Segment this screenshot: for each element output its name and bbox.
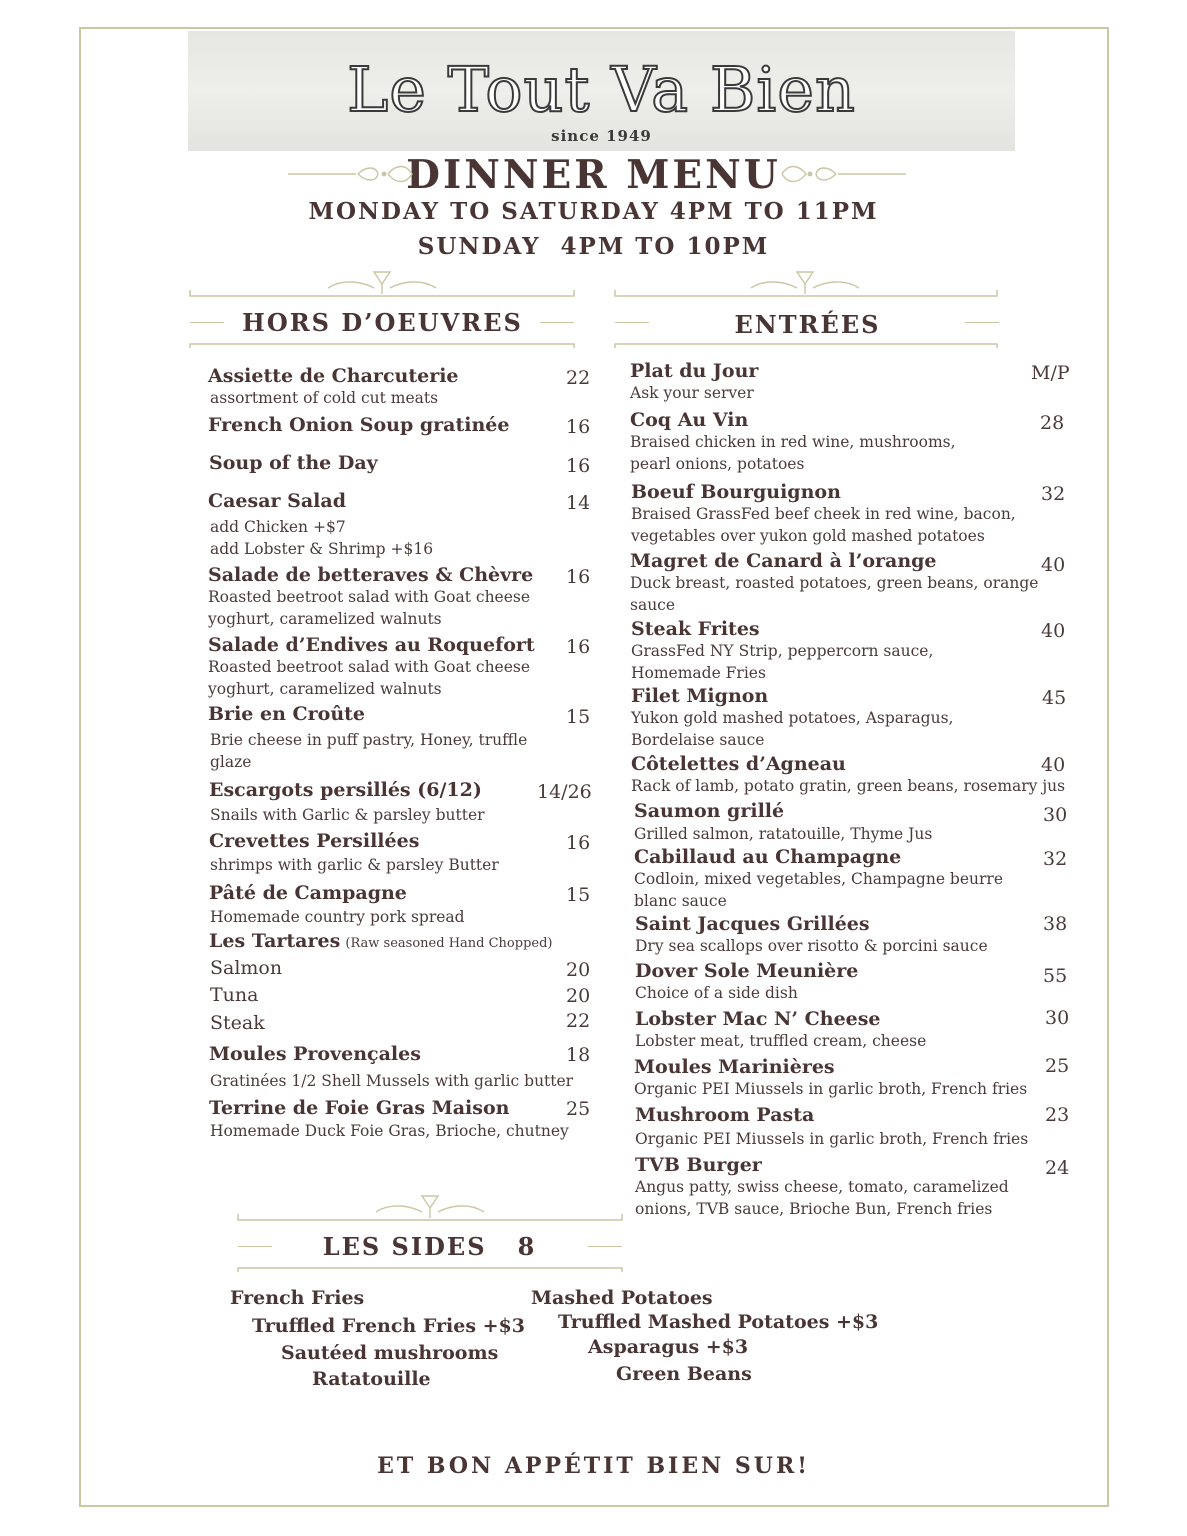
entrees-bottom-ornament-icon (613, 340, 999, 354)
item-desc: Homemade Duck Foie Gras, Brioche, chutney (210, 1122, 569, 1140)
item-price: 16 (566, 566, 591, 588)
side-item: Truffled French Fries +$3 (252, 1315, 525, 1337)
item-name: Caesar Salad (208, 490, 347, 512)
item-name: Plat du Jour (630, 360, 759, 382)
item-name: Assiette de Charcuterie (208, 365, 459, 387)
item-price: 32 (1041, 483, 1066, 505)
menu-item (631, 753, 1065, 797)
hors-top-ornament-icon (188, 268, 576, 302)
item-desc: Braised chicken in red wine, mushrooms, (630, 433, 956, 451)
sides-top-ornament-icon (236, 1192, 624, 1226)
side-item: Mashed Potatoes (531, 1287, 713, 1309)
hours-weekday: MONDAY TO SATURDAY 4PM TO 11PM (308, 198, 879, 225)
menu-item (631, 685, 953, 751)
item-price: 40 (1041, 620, 1066, 642)
item-desc: Brie cheese in puff pastry, Honey, truffle (210, 731, 528, 749)
menu-item (630, 409, 956, 475)
side-item: Green Beans (616, 1363, 752, 1385)
item-name: Côtelettes d’Agneau (631, 753, 846, 775)
item-price: 25 (566, 1098, 591, 1120)
menu-item (208, 365, 459, 409)
item-name: Terrine de Foie Gras Maison (209, 1097, 510, 1119)
item-name: Lobster Mac N’ Cheese (635, 1008, 881, 1030)
item-desc: GrassFed NY Strip, peppercorn sauce, (631, 642, 934, 660)
menu-item (209, 1043, 573, 1092)
item-price: 22 (566, 367, 591, 389)
menu-item (208, 634, 535, 700)
menu-item (208, 490, 433, 560)
item-name: Saumon grillé (634, 800, 785, 822)
item-desc: glaze (210, 753, 252, 771)
menu-item (209, 1097, 569, 1142)
item-price: 30 (1043, 804, 1068, 826)
item-desc: assortment of cold cut meats (210, 389, 439, 407)
menu-item (631, 618, 933, 684)
side-item: Sautéed mushrooms (281, 1342, 499, 1364)
menu-item (209, 882, 465, 928)
item-price: 15 (566, 884, 591, 906)
hors-bottom-ornament-icon (188, 340, 576, 354)
item-name: Pâté de Campagne (209, 882, 407, 904)
item-desc: yoghurt, caramelized walnuts (208, 680, 442, 698)
side-item: French Fries (230, 1287, 365, 1309)
menu-item (635, 1104, 1028, 1150)
item-price: 20 (566, 959, 591, 981)
item-name: Cabillaud au Champagne (634, 846, 902, 868)
item-name: Salade de betteraves & Chèvre (208, 564, 534, 586)
title-flourish-left-icon (288, 162, 418, 186)
item-desc: Rack of lamb, potato gratin, green beans, rosemary jus (631, 777, 1066, 795)
item-price: 24 (1045, 1157, 1070, 1179)
hours-sunday: SUNDAY 4PM TO 10PM (417, 233, 770, 260)
tartares-heading (209, 930, 552, 955)
item-name: Boeuf Bourguignon (631, 481, 841, 503)
menu-item (208, 703, 527, 773)
menu-item (635, 913, 988, 957)
item-name: Magret de Canard à l’orange (630, 550, 937, 572)
menu-item (209, 830, 499, 876)
item-desc: Roasted beetroot salad with Goat cheese (208, 588, 531, 606)
item-name: Dover Sole Meunière (635, 960, 859, 982)
item-price: 40 (1041, 554, 1066, 576)
item-price: 15 (566, 706, 591, 728)
item-price: 32 (1043, 848, 1068, 870)
sides-heading-rule-left (238, 1246, 272, 1247)
item-price: 55 (1043, 965, 1068, 987)
item-desc: blanc sauce (634, 892, 727, 910)
item-price: 20 (566, 985, 591, 1007)
sides-bottom-ornament-icon (236, 1264, 624, 1278)
item-desc: Gratinées 1/2 Shell Mussels with garlic butter (210, 1072, 574, 1090)
item-price: 45 (1042, 687, 1067, 709)
item-price: 16 (566, 636, 591, 658)
item-desc: Yukon gold mashed potatoes, Asparagus, (631, 709, 954, 727)
menu-item (209, 452, 378, 474)
item-desc: pearl onions, potatoes (630, 455, 805, 473)
menu-item (635, 960, 858, 1004)
item-desc: Choice of a side dish (635, 984, 798, 1002)
item-desc: Snails with Garlic & parsley butter (210, 806, 485, 824)
item-desc: add Chicken +$7 (210, 518, 346, 536)
item-desc: Organic PEI Miussels in garlic broth, French fries (634, 1080, 1028, 1098)
side-item: Ratatouille (312, 1368, 431, 1390)
logo-wordmark: Le Tout Va Bien (347, 53, 856, 126)
item-name: Escargots persillés (6/12) (209, 779, 482, 801)
item-name: Moules Marinières (634, 1056, 835, 1078)
logo-since: since 1949 (551, 127, 652, 145)
item-desc: Organic PEI Miussels in garlic broth, French fries (635, 1130, 1029, 1148)
item-desc: yoghurt, caramelized walnuts (208, 610, 442, 628)
item-note: (Raw seasoned Hand Chopped) (345, 936, 553, 951)
sides-heading: LES SIDES 8 (322, 1232, 537, 1261)
item-desc: Angus patty, swiss cheese, tomato, caramelized (635, 1178, 1009, 1196)
menu-item (635, 1154, 1009, 1220)
menu-item (634, 846, 1003, 912)
entrees-top-ornament-icon (613, 268, 999, 302)
item-desc: shrimps with garlic & parsley Butter (210, 856, 499, 874)
item-name: Coq Au Vin (630, 409, 749, 431)
item-desc: Ask your server (630, 384, 754, 402)
tartare-option-name: Tuna (210, 984, 259, 1006)
item-name: Brie en Croûte (208, 703, 365, 725)
item-name: Moules Provençales (209, 1043, 421, 1065)
item-desc: sauce (630, 596, 676, 614)
item-name: Crevettes Persillées (209, 830, 420, 852)
item-name: Salade d’Endives au Roquefort (208, 634, 535, 656)
item-price: 28 (1040, 412, 1065, 434)
menu-item (630, 550, 1038, 616)
menu-item (634, 800, 932, 845)
hors-heading: HORS D’OEUVRES (242, 308, 523, 337)
item-price: 30 (1045, 1007, 1070, 1029)
item-desc: Homemade country pork spread (210, 908, 465, 926)
item-name: Mushroom Pasta (635, 1104, 815, 1126)
item-name: Les Tartares (209, 930, 341, 952)
item-price: 16 (566, 832, 591, 854)
entrees-heading: ENTRÉES (734, 310, 881, 339)
logo-banner (188, 31, 1015, 151)
item-name: French Onion Soup gratinée (208, 414, 510, 436)
item-desc: Roasted beetroot salad with Goat cheese (208, 658, 531, 676)
entrees-heading-rule-right (965, 322, 999, 323)
item-name: Soup of the Day (209, 452, 378, 474)
closing-line: ET BON APPÉTIT BIEN SUR! (377, 1453, 810, 1479)
side-item: Asparagus +$3 (588, 1336, 749, 1358)
item-desc: onions, TVB sauce, Brioche Bun, French fries (635, 1200, 993, 1218)
item-desc: add Lobster & Shrimp +$16 (210, 540, 434, 558)
item-desc: Lobster meat, truffled cream, cheese (635, 1032, 927, 1050)
hors-heading-rule-left (190, 322, 224, 323)
item-desc: Bordelaise sauce (631, 731, 765, 749)
tartare-option-name: Salmon (210, 957, 283, 979)
sides-heading-rule-right (588, 1246, 622, 1247)
menu-item (635, 1008, 926, 1052)
item-name: Steak Frites (631, 618, 760, 640)
menu-title: DINNER MENU (406, 152, 781, 198)
item-price: 16 (566, 455, 591, 477)
item-price: M/P (1031, 362, 1070, 384)
item-desc: Grilled salmon, ratatouille, Thyme Jus (634, 825, 933, 843)
menu-item (631, 481, 1016, 547)
item-price: 16 (566, 416, 591, 438)
item-price: 25 (1045, 1055, 1070, 1077)
title-flourish-right-icon (776, 162, 906, 186)
item-price: 14/26 (537, 781, 592, 803)
item-desc: Duck breast, roasted potatoes, green beans, orange (630, 574, 1039, 592)
item-price: 23 (1045, 1104, 1070, 1126)
hors-heading-rule-right (540, 322, 574, 323)
menu-item (208, 414, 509, 436)
item-name: Saint Jacques Grillées (635, 913, 870, 935)
menu-item (208, 564, 533, 630)
item-name: TVB Burger (635, 1154, 762, 1176)
item-price: 40 (1041, 754, 1066, 776)
menu-item (634, 1056, 1027, 1100)
item-price: 22 (566, 1010, 591, 1032)
menu-item (209, 779, 485, 826)
side-item: Truffled Mashed Potatoes +$3 (558, 1311, 879, 1333)
item-price: 14 (566, 492, 591, 514)
entrees-heading-rule-left (615, 322, 649, 323)
menu-item (630, 360, 758, 404)
item-desc: vegetables over yukon gold mashed potatoes (631, 527, 985, 545)
item-price: 18 (566, 1044, 591, 1066)
item-desc: Braised GrassFed beef cheek in red wine, bacon, (631, 505, 1016, 523)
item-desc: Homemade Fries (631, 664, 766, 682)
item-name: Filet Mignon (631, 685, 769, 707)
item-price: 38 (1043, 913, 1068, 935)
tartare-option-name: Steak (210, 1012, 265, 1034)
item-desc: Codloin, mixed vegetables, Champagne beurre (634, 870, 1003, 888)
item-desc: Dry sea scallops over risotto & porcini sauce (635, 937, 988, 955)
